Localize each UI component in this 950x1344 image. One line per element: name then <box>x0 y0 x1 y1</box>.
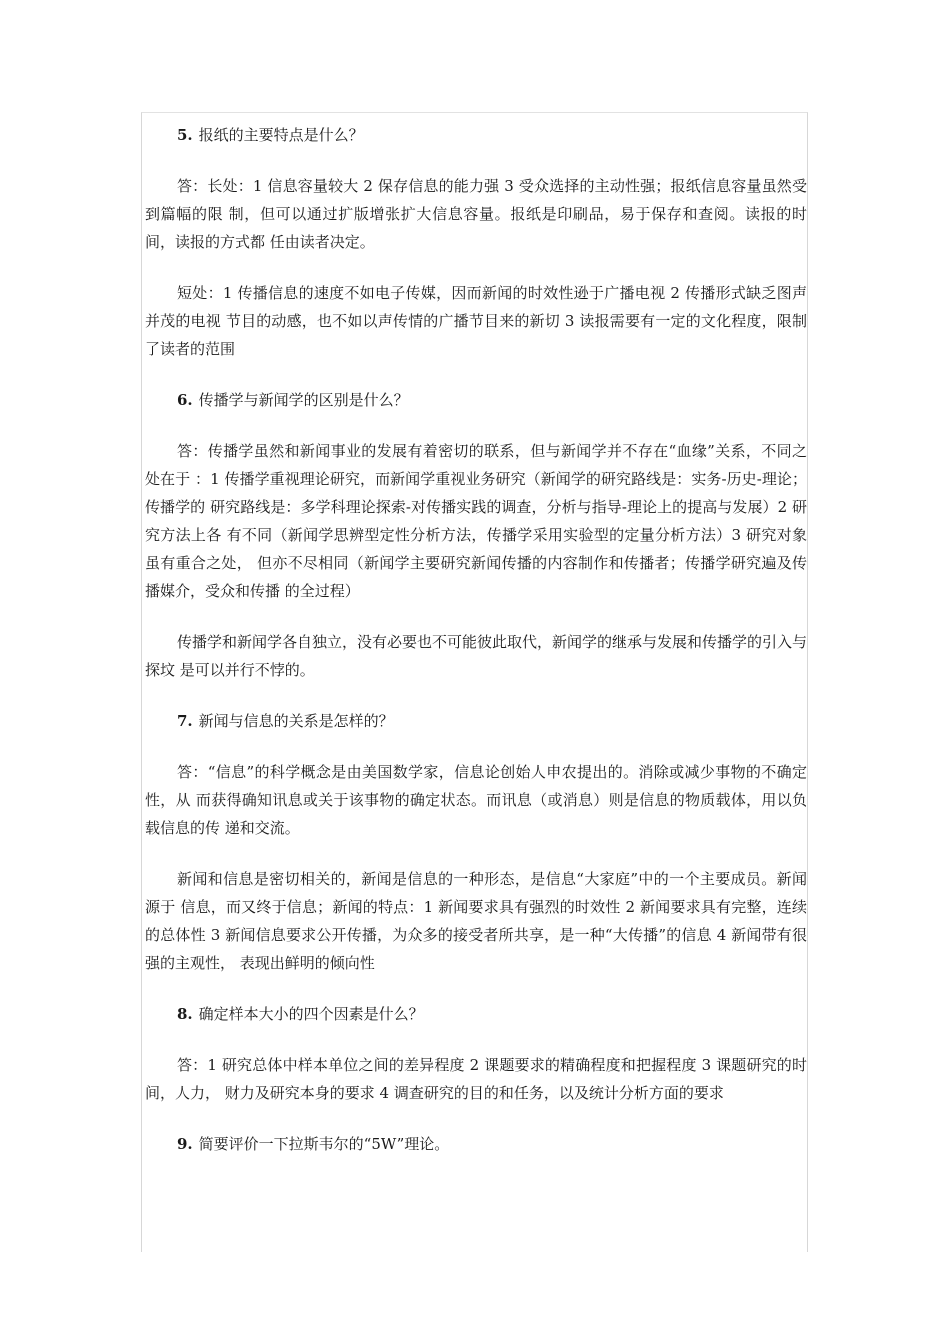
question-number: 8. <box>177 1005 193 1023</box>
answer-paragraph: 新闻和信息是密切相关的，新闻是信息的一种形态，是信息“大家庭”中的一个主要成员。新闻源于 信息，而又终于信息；新闻的特点：1 新闻要求具有强烈的时效性 2 新闻要求具有完整，连续的总体性 3 新闻信息要求公开传播，为众多的接受者所共享，是一种“大传播”的信息 4 新闻带有很强的主观性， 表现出鲜明的倾向性 <box>145 870 807 972</box>
question-number: 6. <box>177 391 193 409</box>
answer-paragraph: 答：长处：1 信息容量较大 2 保存信息的能力强 3 受众选择的主动性强；报纸信息容量虽然受到篇幅的限 制，但可以通过扩版增张扩大信息容量。报纸是印刷品，易于保存和查阅。读报的时间，读报的方式都 任由读者决定。 <box>145 177 807 251</box>
question-number: 9. <box>177 1135 193 1153</box>
answer-paragraph: 答：传播学虽然和新闻事业的发展有着密切的联系，但与新闻学并不存在“血缘”关系，不同之处在于 ：1 传播学重视理论研究，而新闻学重视业务研究（新闻学的研究路线是：实务-历史-理论；传播学的 研究路线是：多学科理论探索-对传播实践的调查，分析与指导-理论上的提高与发展）2 研究方法上各 有不同（新闻学思辨型定性分析方法，传播学采用实验型的定量分析方法）3 研究对象虽有重合之处， 但亦不尽相同（新闻学主要研究新闻传播的内容制作和传播者；传播学研究遍及传播媒介，受众和传播 的全过程） <box>145 442 807 600</box>
question-number: 5. <box>177 126 193 144</box>
question-6 <box>145 386 807 414</box>
question-text: 传播学与新闻学的区别是什么？ <box>198 391 409 409</box>
question-number: 7. <box>177 712 193 730</box>
question-text: 报纸的主要特点是什么？ <box>198 126 364 144</box>
question-text: 确定样本大小的四个因素是什么？ <box>198 1005 424 1023</box>
question-9 <box>145 1130 807 1158</box>
answer-paragraph: 答：“信息”的科学概念是由美国数学家，信息论创始人申农提出的。消除或减少事物的不确定性，从 而获得确知讯息或关于该事物的确定状态。而讯息（或消息）则是信息的物质载体，用以负载信息的传 递和交流。 <box>145 763 807 837</box>
question-text: 新闻与信息的关系是怎样的？ <box>198 712 394 730</box>
answer-paragraph: 答：1 研究总体中样本单位之间的差异程度 2 课题要求的精确程度和把握程度 3 课题研究的时间，人力， 财力及研究本身的要求 4 调查研究的目的和任务，以及统计分析方面的要求 <box>145 1056 807 1102</box>
question-8 <box>145 1000 807 1028</box>
question-7 <box>145 707 807 735</box>
answer-paragraph: 短处：1 传播信息的速度不如电子传媒，因而新闻的时效性逊于广播电视 2 传播形式缺乏图声并茂的电视 节目的动感，也不如以声传情的广播节目来的新切 3 读报需要有一定的文化程度，限制了读者的范围 <box>145 284 807 358</box>
answer-paragraph: 传播学和新闻学各自独立，没有必要也不可能彼此取代，新闻学的继承与发展和传播学的引入与探坟 是可以并行不悖的。 <box>145 633 808 679</box>
question-text: 简要评价一下拉斯韦尔的“5W”理论。 <box>198 1135 450 1153</box>
document-body <box>145 117 807 1158</box>
question-5 <box>145 121 807 149</box>
